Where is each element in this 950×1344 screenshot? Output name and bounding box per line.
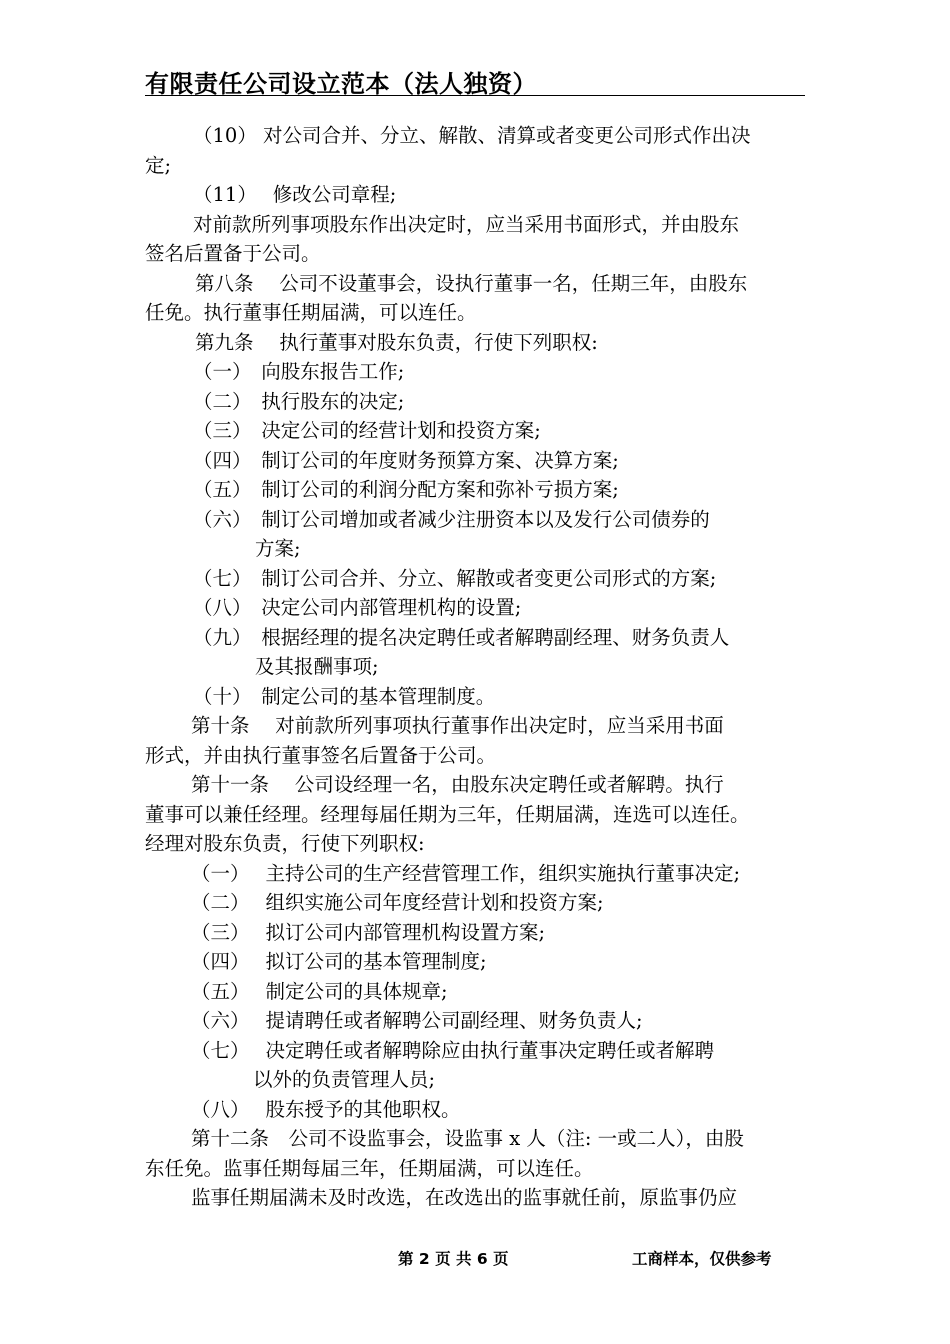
body-line: 形式，并由执行董事签名后置备于公司。 xyxy=(145,743,497,767)
list-item: （七） 决定聘任或者解聘除应由执行董事决定聘任或者解聘 xyxy=(191,1038,714,1062)
list-item: （一） 向股东报告工作; xyxy=(193,360,405,383)
list-item: （二） 执行股东的决定; xyxy=(193,389,405,413)
document-body xyxy=(145,121,810,1213)
body-line: （10） 对公司合并、分立、解散、清算或者变更公司形式作出决 xyxy=(193,124,751,147)
article-10-line: 第十条 对前款所列事项执行董事作出决定时，应当采用书面 xyxy=(191,714,724,737)
list-item: （十） 制定公司的基本管理制度。 xyxy=(193,684,496,708)
list-item-continuation: 以外的负责管理人员; xyxy=(253,1068,436,1091)
page-number: 第 2 页 共 6 页 xyxy=(398,1250,509,1268)
body-line: 经理对股东负责，行使下列职权: xyxy=(145,832,425,855)
header-divider xyxy=(145,95,805,96)
list-item: （五） 制定公司的具体规章; xyxy=(191,979,448,1003)
list-item: （一） 主持公司的生产经营管理工作，组织实施执行董事决定; xyxy=(191,861,741,885)
article-9-line: 第九条 执行董事对股东负责，行使下列职权: xyxy=(195,330,598,354)
list-item: （四） 制订公司的年度财务预算方案、决算方案; xyxy=(193,448,619,472)
list-item: （七） 制订公司合并、分立、解散或者变更公司形式的方案; xyxy=(193,566,717,590)
list-item-continuation: 方案; xyxy=(255,537,301,560)
body-line: 对前款所列事项股东作出决定时，应当采用书面形式，并由股东 xyxy=(193,212,740,236)
list-item: （六） 制订公司增加或者减少注册资本以及发行公司债券的 xyxy=(193,507,710,531)
article-8-line: 第八条 公司不设董事会，设执行董事一名，任期三年，由股东 xyxy=(195,271,748,295)
list-item: （九） 根据经理的提名决定聘任或者解聘副经理、财务负责人 xyxy=(193,625,730,649)
list-item-continuation: 及其报酬事项; xyxy=(255,655,379,678)
article-12-line: 第十二条 公司不设监事会，设监事 x 人（注: 一或二人），由股 xyxy=(191,1127,744,1150)
body-line: 签名后置备于公司。 xyxy=(145,242,321,265)
body-line: 任免。执行董事任期届满，可以连任。 xyxy=(145,301,477,324)
body-line: 定; xyxy=(145,153,172,177)
body-line: 董事可以兼任经理。经理每届任期为三年，任期届满，连选可以连任。 xyxy=(145,802,750,826)
list-item: （二） 组织实施公司年度经营计划和投资方案; xyxy=(191,891,604,914)
list-item: （八） 股东授予的其他职权。 xyxy=(191,1097,461,1121)
document-header-title: 有限责任公司设立范本（法人独资） xyxy=(145,70,537,98)
body-line: （11） 修改公司章程; xyxy=(193,183,397,206)
body-line: 东任免。监事任期每届三年，任期届满，可以连任。 xyxy=(145,1156,594,1180)
list-item: （六） 提请聘任或者解聘公司副经理、财务负责人; xyxy=(191,1009,643,1032)
footer-disclaimer: 工商样本，仅供参考 xyxy=(632,1250,772,1268)
list-item: （四） 拟订公司的基本管理制度; xyxy=(191,950,487,973)
list-item: （八） 决定公司内部管理机构的设置; xyxy=(193,596,522,619)
body-line: 监事任期届满未及时改选，在改选出的监事就任前，原监事仍应 xyxy=(191,1186,738,1209)
list-item: （五） 制订公司的利润分配方案和弥补亏损方案; xyxy=(193,478,619,501)
list-item: （三） 拟订公司内部管理机构设置方案; xyxy=(191,920,546,944)
list-item: （三） 决定公司的经营计划和投资方案; xyxy=(193,419,541,442)
article-11-line: 第十一条 公司设经理一名，由股东决定聘任或者解聘。执行 xyxy=(191,773,724,796)
